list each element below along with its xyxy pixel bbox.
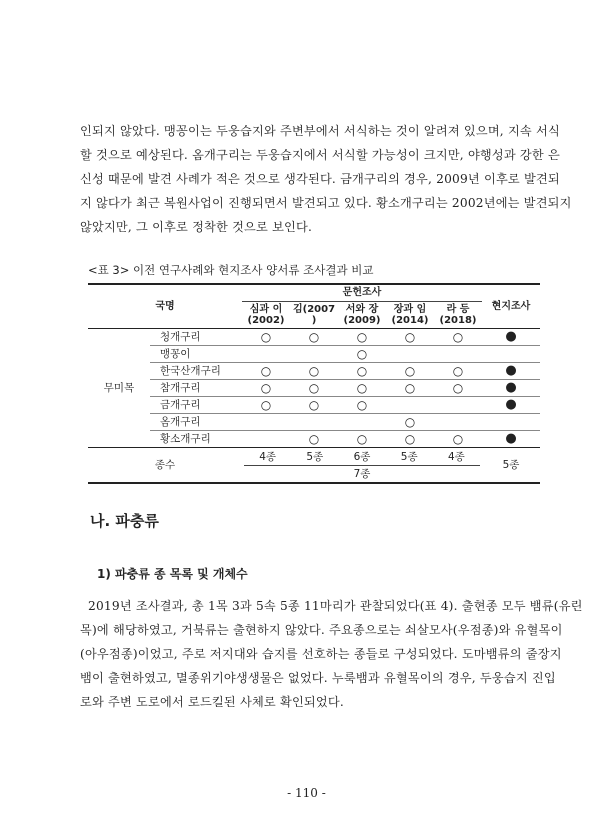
table-row <box>88 397 540 414</box>
header-lit-col: 김(2007 ) <box>292 304 336 326</box>
circle-mark: ○ <box>404 381 416 395</box>
field-total: 5종 <box>502 459 520 471</box>
count: 4종 <box>259 450 277 463</box>
header-name: 국명 <box>88 284 242 329</box>
circle-mark: ○ <box>308 364 320 378</box>
page-number: - 110 - <box>287 786 326 800</box>
species-name: 옴개구리 <box>160 416 201 428</box>
para1-line: 지 않다가 최근 복원사업이 진행되면서 발견되고 있다. 황소개구리는 2002년에는 발견되지 <box>80 196 572 210</box>
species-name: 한국산개구리 <box>160 365 221 377</box>
circle-mark: ○ <box>260 364 272 378</box>
count: 6종 <box>353 450 371 463</box>
section-heading: 나. 파충류 <box>90 512 159 530</box>
circle-mark <box>242 414 290 431</box>
count: 5종 <box>306 450 324 463</box>
subsection-heading: 1) 파충류 종 목록 및 개체수 <box>97 567 248 581</box>
para1-line: 할 것으로 예상된다. 옴개구리는 두웅습지에서 서식할 가능성이 크지만, 야행성과 강한 은 <box>80 148 560 162</box>
circle-mark: ○ <box>308 330 320 344</box>
circle-mark: ○ <box>404 432 416 446</box>
table-row <box>88 431 540 448</box>
para2-line: (아우점종)이었고, 주로 저지대와 습지를 선호하는 종들로 구성되었다. 도마뱀류의 줄장지 <box>80 647 562 661</box>
header-lit-col: 라 등 (2018) <box>439 304 477 326</box>
header-field: 현지조사 <box>482 284 540 329</box>
circle-mark: ○ <box>404 330 416 344</box>
para1-line: 신성 때문에 발견 사례가 적은 것으로 생각된다. 금개구리의 경우, 2009년 이후로 발견되 <box>80 172 560 186</box>
filled-circle-mark: ● <box>505 431 517 446</box>
circle-mark: ○ <box>356 364 368 378</box>
circle-mark <box>242 431 290 448</box>
filled-circle-mark: ● <box>505 397 517 412</box>
table-row <box>88 346 540 363</box>
para1-line: 인되지 않았다. 맹꽁이는 두웅습지와 주변부에서 서식하는 것이 알려져 있으며, 지속 서식 <box>80 124 560 138</box>
circle-mark <box>434 397 482 414</box>
circle-mark: ○ <box>356 330 368 344</box>
count: 4종 <box>448 450 465 463</box>
circle-mark: ○ <box>356 432 368 446</box>
circle-mark <box>290 414 338 431</box>
filled-circle-mark: ● <box>505 363 517 378</box>
header-literature: 문헌조사 <box>242 284 482 302</box>
count-cell <box>242 448 482 484</box>
circle-mark: ○ <box>260 381 272 395</box>
circle-mark: ○ <box>404 415 416 429</box>
para2-line: 목)에 해당하였고, 거북류는 출현하지 않았다. 주요종으로는 쇠살모사(우점종)와 유혈목이 <box>80 623 563 637</box>
species-name: 청개구리 <box>160 331 201 343</box>
para2-line: 로와 주변 도로에서 로드킬된 사체로 확인되었다. <box>80 695 344 709</box>
circle-mark <box>434 414 482 431</box>
circle-mark: ○ <box>452 364 464 378</box>
table-caption: <표 3> 이전 연구사례와 현지조사 양서류 조사결과 비교 <box>88 263 374 277</box>
table-row <box>88 329 540 346</box>
comparison-table <box>88 283 540 484</box>
circle-mark: ○ <box>452 381 464 395</box>
header-lit-col: 서와 장 (2009) <box>343 304 381 326</box>
species-name: 금개구리 <box>160 399 201 411</box>
circle-mark: ○ <box>356 398 368 412</box>
circle-mark: ○ <box>404 364 416 378</box>
group-label: 무미목 <box>88 329 150 448</box>
circle-mark: ○ <box>308 381 320 395</box>
para2-line: 뱀이 출현하였고, 멸종위기야생생물은 없었다. 누룩뱀과 유혈목이의 경우, 두웅습지 진입 <box>80 671 556 685</box>
para2-line: 2019년 조사결과, 총 1목 3과 5속 5종 11마리가 관찰되었다(표 4). 출현종 모두 뱀류(유린 <box>88 599 583 613</box>
filled-circle-mark: ● <box>505 380 517 395</box>
circle-mark: ○ <box>308 398 320 412</box>
circle-mark: ○ <box>452 330 464 344</box>
species-name: 참개구리 <box>160 382 201 394</box>
circle-mark <box>242 346 290 363</box>
circle-mark <box>290 346 338 363</box>
circle-mark <box>482 414 540 431</box>
circle-mark: ○ <box>260 398 272 412</box>
table-row <box>88 380 540 397</box>
para1-line: 않았지만, 그 이후로 정착한 것으로 보인다. <box>80 220 313 234</box>
species-name: 황소개구리 <box>160 433 211 445</box>
circle-mark <box>434 346 482 363</box>
circle-mark: ○ <box>356 381 368 395</box>
table-row <box>88 363 540 380</box>
filled-circle-mark: ● <box>505 329 517 344</box>
lit-total: 7종 <box>353 467 371 480</box>
count-label: 종수 <box>154 459 176 471</box>
circle-mark <box>386 346 434 363</box>
circle-mark <box>386 397 434 414</box>
circle-mark: ○ <box>308 432 320 446</box>
circle-mark <box>482 346 540 363</box>
circle-mark: ○ <box>356 347 368 361</box>
circle-mark <box>338 414 386 431</box>
table-row <box>88 414 540 431</box>
header-lit-col: 장과 임 (2014) <box>391 304 429 326</box>
circle-mark: ○ <box>452 432 464 446</box>
circle-mark: ○ <box>260 330 272 344</box>
count: 5종 <box>400 450 418 463</box>
header-lit-col: 심과 이 (2002) <box>247 304 285 326</box>
species-name: 맹꽁이 <box>160 348 191 360</box>
